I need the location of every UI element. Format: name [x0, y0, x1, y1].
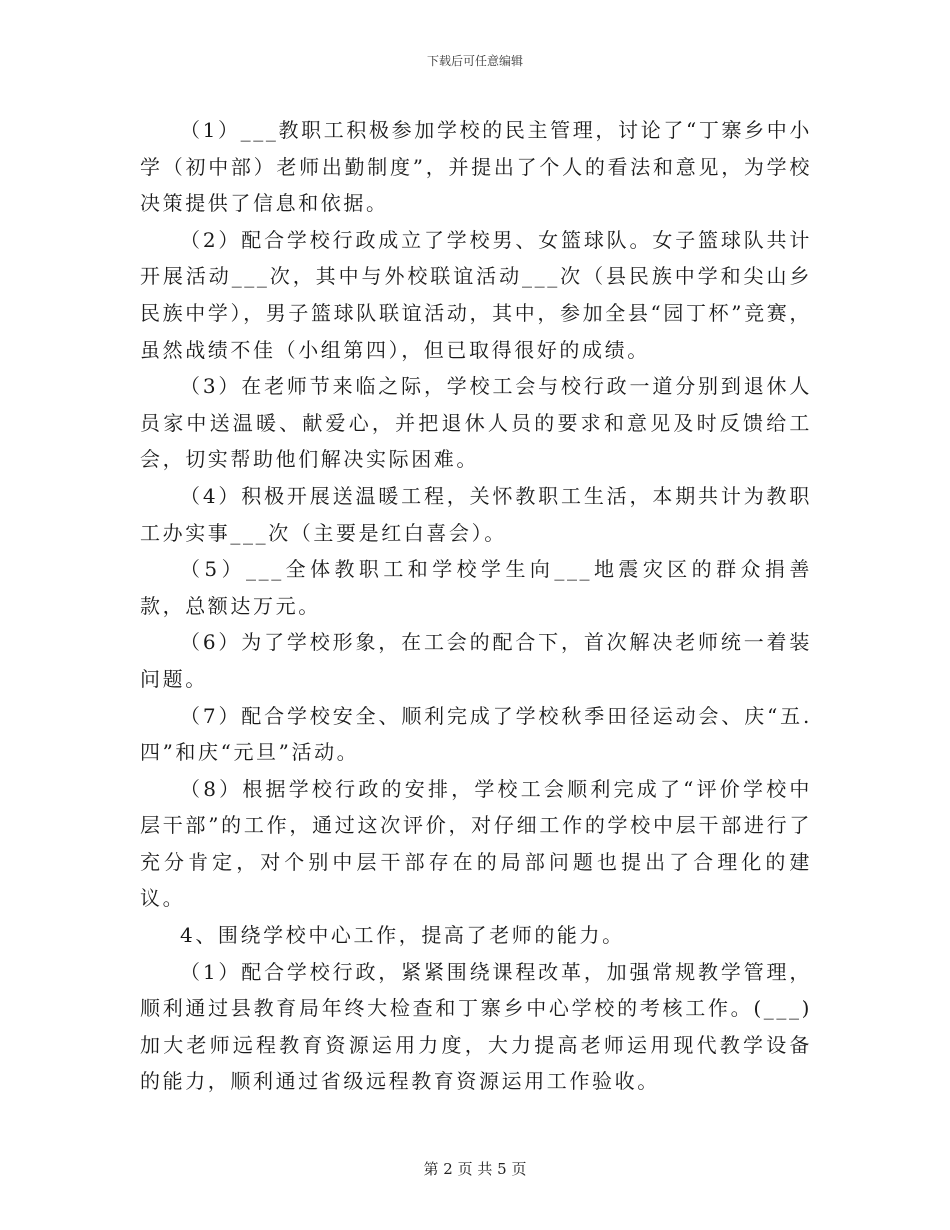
document-body	[140, 112, 812, 1100]
page-header-note: 下载后可任意编辑	[426, 54, 523, 68]
paragraph-item-6: （6）为了学校形象，在工会的配合下，首次解决老师统一着装问题。	[140, 630, 812, 691]
paragraph-item-2: （2）配合学校行政成立了学校男、女篮球队。女子篮球队共计开展活动___次，其中与外校联谊活动___次（县民族中学和尖山乡民族中学），男子篮球队联谊活动，其中，参加全县“园丁杯”竞赛，虽然战绩不佳（小组第四），但已取得很好的成绩。	[140, 227, 812, 362]
paragraph-item-3: （3）在老师节来临之际，学校工会与校行政一道分别到退休人员家中送温暖、献爱心，并把退休人员的要求和意见及时反馈给工会，切实帮助他们解决实际困难。	[140, 374, 812, 472]
page-number: 第 2 页 共 5 页	[423, 1160, 527, 1178]
paragraph-item-1: （1）___教职工积极参加学校的民主管理，讨论了“丁寨乡中小学（初中部）老师出勤制度”，并提出了个人的看法和意见，为学校决策提供了信息和依据。	[140, 118, 812, 216]
paragraph-item-5: （5）___全体教职工和学校学生向___地震灾区的群众捐善款，总额达万元。	[140, 557, 812, 618]
paragraph-item-7: （7）配合学校安全、顺利完成了学校秋季田径运动会、庆“五.四”和庆“元旦”活动。	[140, 703, 812, 765]
paragraph-item-4-1: （1）配合学校行政，紧紧围绕课程改革，加强常规教学管理，顺利通过县教育局年终大检查和丁寨乡中心学校的考核工作。(___)加大老师远程教育资源运用力度，大力提高老师运用现代教学设备的能力，顺利通过省级远程教育资源运用工作验收。	[140, 959, 812, 1094]
paragraph-item-4: （4）积极开展送温暖工程，关怀教职工生活，本期共计为教职工办实事___次（主要是红白喜会）。	[140, 483, 812, 545]
paragraph-item-8: （8）根据学校行政的安排，学校工会顺利完成了“评价学校中层干部”的工作，通过这次评价，对仔细工作的学校中层干部进行了充分肯定，对个别中层干部存在的局部问题也提出了合理化的建议。	[140, 776, 812, 911]
section-heading-4: 4、围绕学校中心工作，提高了老师的能力。	[180, 923, 625, 948]
